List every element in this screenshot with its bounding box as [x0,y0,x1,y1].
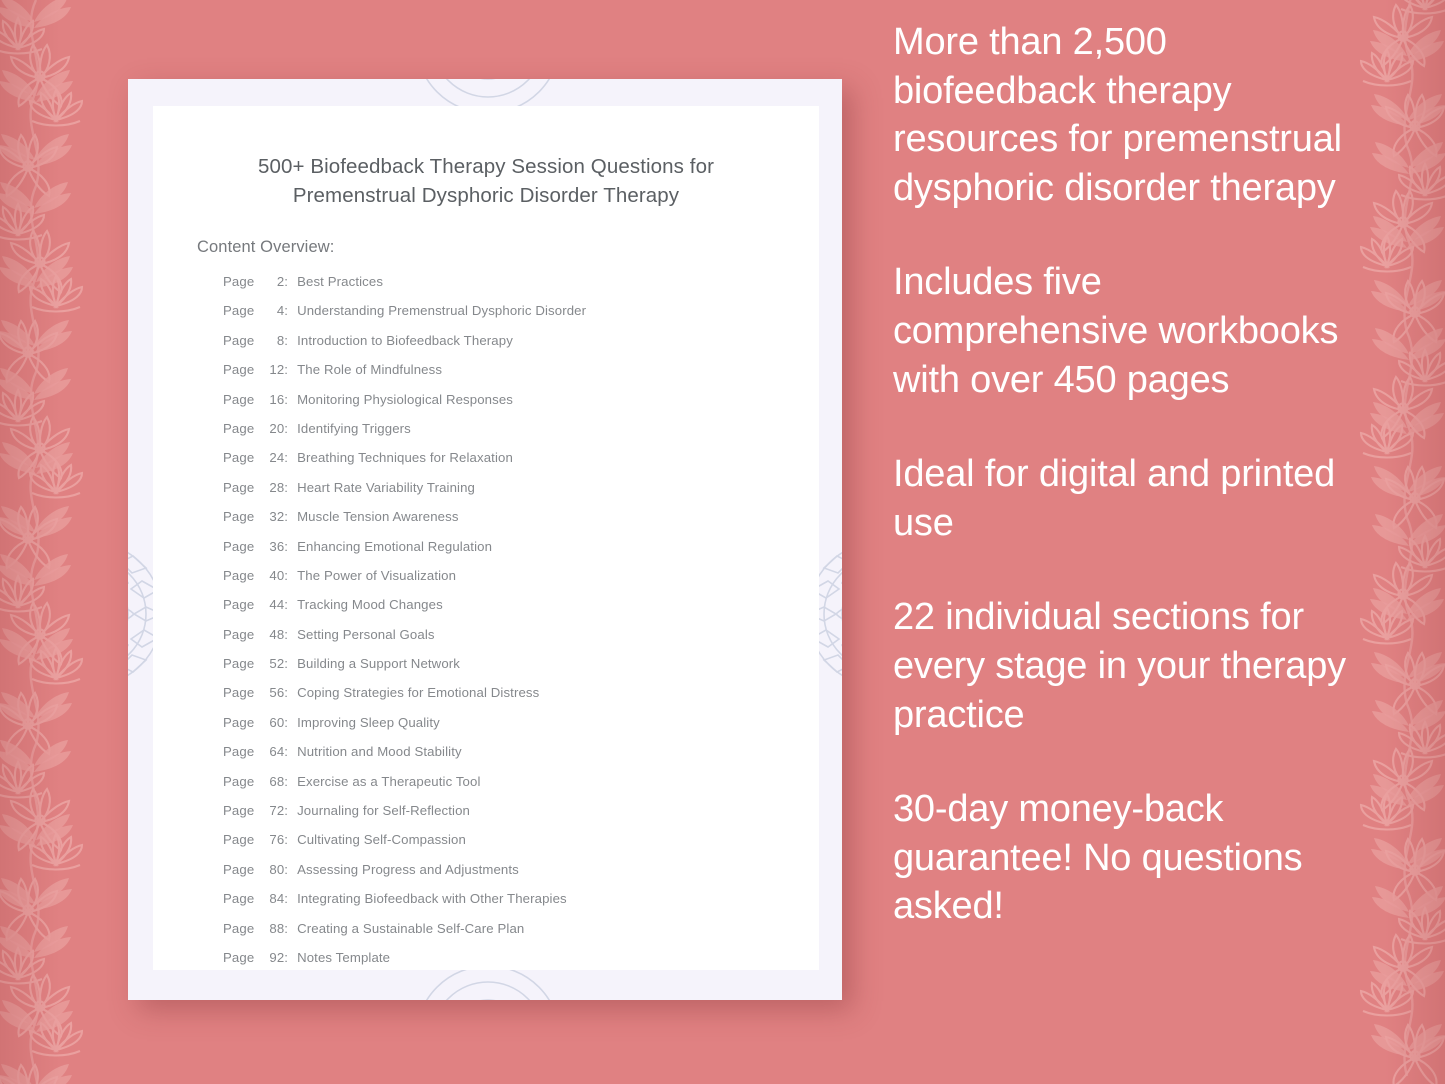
toc-section-title: Understanding Premenstrual Dysphoric Disorder [297,303,587,319]
toc-page-word: Page [223,420,255,436]
table-of-contents-row [223,362,819,391]
toc-page-number: 72 [269,803,285,819]
toc-page-word: Page [223,656,255,672]
marketing-point: Ideal for digital and printed use [893,453,1336,544]
marketing-point: Includes five comprehensive workbooks with over 450 pages [893,261,1339,401]
toc-page-word: Page [223,714,255,730]
toc-colon: : [284,362,289,378]
toc-page-word: Page [223,509,255,525]
table-of-contents-row [223,715,819,744]
toc-colon: : [284,744,289,760]
toc-colon: : [284,391,289,407]
toc-page-word: Page [223,450,255,466]
table-of-contents-row [223,891,819,920]
toc-section-title: Integrating Biofeedback with Other Therapies [297,891,567,907]
toc-section-title: Identifying Triggers [297,420,411,436]
floral-vine-border-icon [0,0,124,1084]
toc-colon: : [284,891,289,907]
toc-colon: : [284,626,289,642]
right-edge-shadow [1385,0,1445,1084]
toc-page-number: 48 [269,626,285,642]
toc-page-word: Page [223,861,255,877]
toc-colon: : [284,538,289,554]
toc-page-word: Page [223,949,255,965]
toc-page-word: Page [223,597,255,613]
toc-section-title: Tracking Mood Changes [297,597,443,613]
toc-page-number: 80 [269,861,285,877]
toc-colon: : [284,920,289,936]
table-of-contents-row [223,627,819,656]
left-edge-shadow [0,0,60,1084]
toc-section-title: Setting Personal Goals [297,626,435,642]
toc-page-number: 52 [269,656,285,672]
toc-page-number: 28 [269,479,285,495]
toc-colon: : [284,479,289,495]
table-of-contents-row [223,774,819,803]
toc-page-number: 64 [269,744,285,760]
table-of-contents-row [223,333,819,362]
toc-page-number: 16 [269,391,285,407]
table-of-contents-row [223,274,819,303]
toc-colon: : [284,303,289,319]
table-of-contents-row [223,921,819,950]
toc-colon: : [284,597,289,613]
toc-page-number: 92 [269,949,285,965]
toc-colon: : [284,332,289,348]
toc-colon: : [284,420,289,436]
table-of-contents-row [223,656,819,685]
table-of-contents-row [223,950,819,979]
toc-colon: : [284,773,289,789]
table-of-contents-row [223,862,819,891]
content-overview-label: Content Overview: [197,238,335,256]
toc-section-title: Enhancing Emotional Regulation [297,538,493,554]
toc-page-number: 36 [269,538,285,554]
toc-page-number: 84 [269,891,285,907]
toc-page-word: Page [223,744,255,760]
toc-page-word: Page [223,479,255,495]
table-of-contents-row [223,597,819,626]
toc-colon: : [284,685,289,701]
toc-page-word: Page [223,303,255,319]
toc-page-word: Page [223,920,255,936]
toc-colon: : [284,656,289,672]
toc-page-word: Page [223,773,255,789]
toc-section-title: Journaling for Self-Reflection [297,803,471,819]
toc-section-title: Monitoring Physiological Responses [297,391,514,407]
toc-page-number: 76 [269,832,285,848]
table-of-contents-row [223,509,819,538]
table-of-contents-row [223,685,819,714]
toc-page-word: Page [223,891,255,907]
marketing-points-panel [893,18,1363,931]
toc-page-word: Page [223,391,255,407]
toc-page-number: 60 [269,714,285,730]
table-of-contents-row [223,450,819,479]
toc-section-title: Nutrition and Mood Stability [297,744,462,760]
toc-section-title: Heart Rate Variability Training [297,479,475,495]
toc-page-word: Page [223,685,255,701]
toc-section-title: Notes Template [297,949,391,965]
toc-colon: : [284,567,289,583]
document-preview-card[interactable] [128,79,842,1000]
toc-page-number: 88 [269,920,285,936]
toc-colon: : [284,832,289,848]
toc-page-word: Page [223,274,255,289]
toc-colon: : [284,509,289,525]
toc-page-number: 4 [276,303,285,319]
table-of-contents-row [223,832,819,861]
table-of-contents-row [223,803,819,832]
toc-colon: : [284,949,289,965]
toc-colon: : [284,450,289,466]
toc-page-number: 12 [269,362,285,378]
toc-section-title: Building a Support Network [297,656,460,672]
marketing-point: 30-day money-back guarantee! No questions asked! [893,788,1303,928]
table-of-contents-row [223,392,819,421]
table-of-contents-row [223,568,819,597]
toc-page-number: 8 [276,332,285,348]
marketing-point: 22 individual sections for every stage in your therapy practice [893,596,1346,736]
marketing-point: More than 2,500 biofeedback therapy resources for premenstrual dysphoric disorder therapy [893,21,1342,209]
toc-section-title: Creating a Sustainable Self-Care Plan [297,920,525,936]
table-of-contents-row [223,480,819,509]
toc-section-title: Best Practices [297,274,384,289]
toc-section-title: Introduction to Biofeedback Therapy [297,332,513,348]
toc-page-word: Page [223,538,255,554]
toc-page-number: 2 [276,274,285,289]
toc-colon: : [284,861,289,877]
table-of-contents-row [223,303,819,332]
toc-section-title: The Power of Visualization [297,567,457,583]
toc-page-number: 68 [269,773,285,789]
toc-page-word: Page [223,803,255,819]
toc-page-word: Page [223,626,255,642]
toc-page-word: Page [223,832,255,848]
table-of-contents-row [223,744,819,773]
toc-page-word: Page [223,567,255,583]
toc-page-number: 44 [269,597,285,613]
toc-page-number: 32 [269,509,285,525]
toc-section-title: Cultivating Self-Compassion [297,832,466,848]
toc-colon: : [284,274,289,289]
toc-section-title: Exercise as a Therapeutic Tool [297,773,481,789]
toc-colon: : [284,714,289,730]
table-of-contents-row [223,421,819,450]
toc-section-title: Muscle Tension Awareness [297,509,459,525]
document-page [153,106,819,970]
toc-section-title: Coping Strategies for Emotional Distress [297,685,540,701]
toc-section-title: Assessing Progress and Adjustments [297,861,519,877]
toc-page-number: 20 [269,420,285,436]
page-title: 500+ Biofeedback Therapy Session Questions for Premenstrual Dysphoric Disorder Therapy [257,155,715,207]
table-of-contents-row [223,539,819,568]
toc-page-word: Page [223,362,255,378]
toc-page-word: Page [223,332,255,348]
table-of-contents-list [153,257,819,979]
toc-colon: : [284,803,289,819]
toc-page-number: 40 [269,567,285,583]
toc-section-title: The Role of Mindfulness [297,362,443,378]
toc-page-number: 56 [269,685,285,701]
toc-section-title: Breathing Techniques for Relaxation [297,450,513,466]
toc-section-title: Improving Sleep Quality [297,714,440,730]
toc-page-number: 24 [269,450,285,466]
